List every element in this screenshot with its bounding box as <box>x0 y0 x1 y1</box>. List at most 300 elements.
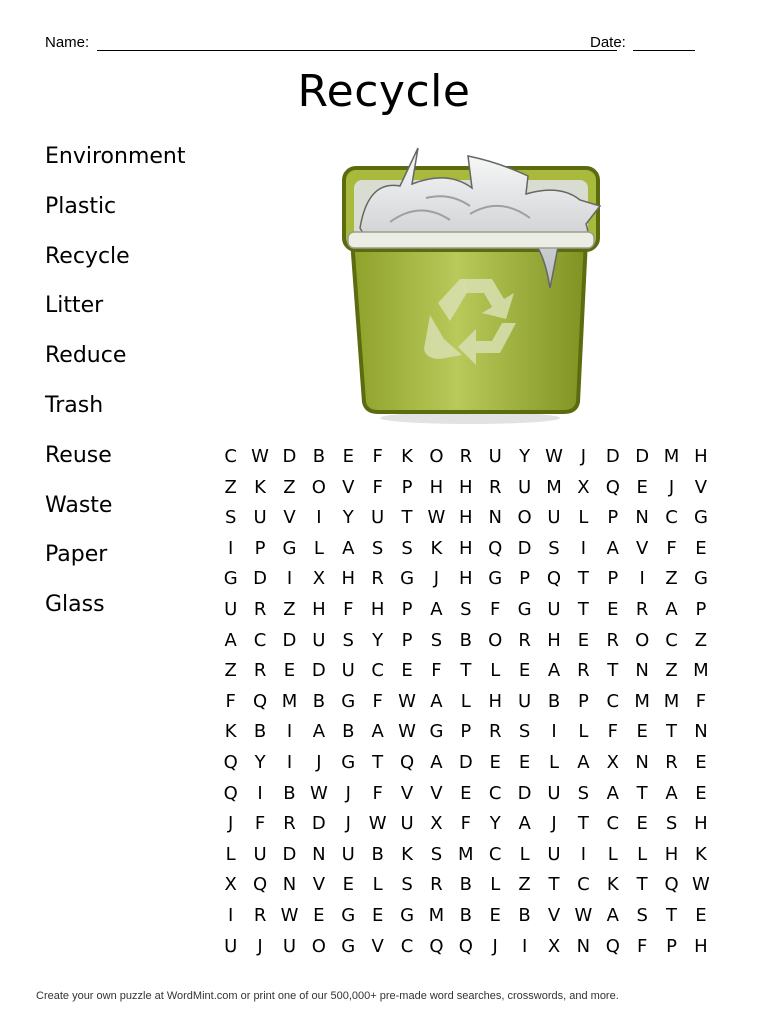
grid-letter[interactable]: L <box>548 751 559 773</box>
grid-letter[interactable]: P <box>401 629 413 651</box>
grid-letter[interactable]: A <box>430 751 443 773</box>
grid-letter[interactable]: E <box>283 660 296 682</box>
grid-letter[interactable]: Z <box>224 660 237 682</box>
grid-letter[interactable]: M <box>458 843 474 865</box>
grid-letter[interactable]: U <box>518 476 532 498</box>
grid-letter[interactable]: H <box>459 476 473 498</box>
grid-letter[interactable]: Q <box>253 874 268 896</box>
grid-letter[interactable]: S <box>342 629 354 651</box>
grid-letter[interactable]: C <box>577 874 590 896</box>
grid-letter[interactable]: S <box>430 629 443 651</box>
grid-letter[interactable]: Q <box>546 568 562 590</box>
grid-letter[interactable]: E <box>518 660 531 682</box>
grid-letter[interactable]: F <box>225 690 236 712</box>
grid-letter[interactable]: N <box>576 935 591 957</box>
grid-letter[interactable]: H <box>664 843 679 865</box>
grid-letter[interactable]: S <box>430 843 443 865</box>
grid-letter[interactable]: I <box>521 935 528 957</box>
grid-letter[interactable]: A <box>547 660 561 682</box>
grid-letter[interactable]: F <box>490 598 501 620</box>
grid-letter[interactable]: I <box>551 721 557 743</box>
grid-letter[interactable]: K <box>254 476 266 498</box>
grid-letter[interactable]: E <box>460 782 472 804</box>
grid-letter[interactable]: G <box>429 721 444 743</box>
grid-letter[interactable]: H <box>488 690 502 712</box>
grid-letter[interactable]: U <box>518 690 532 712</box>
grid-letter[interactable]: S <box>636 904 648 926</box>
grid-letter[interactable]: T <box>607 660 619 682</box>
grid-letter[interactable]: E <box>401 660 413 682</box>
grid-letter[interactable]: L <box>607 843 618 865</box>
word-list-item: Reduce <box>45 343 127 369</box>
grid-letter[interactable]: U <box>224 935 238 957</box>
grid-letter[interactable]: L <box>490 874 501 896</box>
grid-letter[interactable]: F <box>460 813 471 835</box>
grid-letter[interactable]: K <box>401 446 413 467</box>
grid-letter[interactable]: B <box>283 782 296 804</box>
grid-letter[interactable]: S <box>401 874 413 896</box>
grid-letter[interactable]: C <box>606 813 620 835</box>
grid-letter[interactable]: I <box>286 568 293 590</box>
grid-letter[interactable]: Y <box>372 629 384 651</box>
grid-letter[interactable]: K <box>430 537 443 559</box>
grid-letter[interactable]: G <box>223 568 238 590</box>
grid-letter[interactable]: I <box>228 904 234 926</box>
grid-letter[interactable]: R <box>283 813 296 835</box>
grid-letter[interactable]: E <box>636 721 648 743</box>
grid-letter[interactable]: F <box>431 660 442 682</box>
grid-letter[interactable]: O <box>311 935 326 957</box>
grid-letter[interactable]: Y <box>342 507 354 529</box>
grid-letter[interactable]: V <box>400 782 414 804</box>
grid-letter[interactable]: N <box>635 507 649 529</box>
grid-letter[interactable]: M <box>634 690 650 712</box>
grid-letter[interactable]: E <box>577 629 590 651</box>
grid-letter[interactable]: Z <box>283 476 296 498</box>
grid-letter[interactable]: X <box>577 476 590 498</box>
grid-letter[interactable]: C <box>371 660 384 682</box>
grid-letter[interactable]: Z <box>665 568 678 590</box>
grid-letter[interactable]: B <box>459 874 472 896</box>
grid-letter[interactable]: A <box>665 598 678 620</box>
grid-letter[interactable]: D <box>282 446 297 467</box>
grid-letter[interactable]: E <box>695 751 707 773</box>
grid-letter[interactable]: S <box>460 598 472 620</box>
grid-letter[interactable]: M <box>281 690 298 712</box>
grid-letter[interactable]: T <box>577 813 589 835</box>
grid-letter[interactable]: Y <box>519 446 531 467</box>
grid-letter[interactable]: H <box>694 813 708 835</box>
grid-letter[interactable]: W <box>309 782 328 804</box>
grid-letter[interactable]: Q <box>664 874 679 896</box>
grid-letter[interactable]: M <box>663 446 680 467</box>
grid-letter[interactable]: J <box>492 935 498 957</box>
grid-letter[interactable]: N <box>635 660 649 682</box>
grid-letter[interactable]: Z <box>224 476 237 498</box>
grid-letter[interactable]: R <box>371 568 384 590</box>
grid-letter[interactable]: D <box>605 446 620 467</box>
grid-letter[interactable]: Z <box>518 874 531 896</box>
grid-letter[interactable]: C <box>665 629 678 651</box>
grid-letter[interactable]: S <box>401 537 413 559</box>
grid-letter[interactable]: J <box>345 813 351 835</box>
grid-letter[interactable]: L <box>313 537 324 559</box>
grid-letter[interactable]: W <box>427 507 446 529</box>
grid-letter[interactable]: G <box>400 568 415 590</box>
grid-letter[interactable]: S <box>371 537 384 559</box>
grid-letter[interactable]: K <box>224 721 237 743</box>
grid-letter[interactable]: F <box>254 813 266 835</box>
grid-letter[interactable]: R <box>665 751 678 773</box>
grid-letter[interactable]: A <box>665 782 678 804</box>
grid-letter[interactable]: I <box>257 782 263 804</box>
grid-letter[interactable]: J <box>580 446 587 467</box>
grid-letter[interactable]: D <box>282 843 297 865</box>
grid-letter[interactable]: E <box>518 751 531 773</box>
grid-letter[interactable]: P <box>577 690 589 712</box>
grid-letter[interactable]: T <box>636 874 648 896</box>
grid-letter[interactable]: K <box>606 874 619 896</box>
grid-letter[interactable]: L <box>372 874 383 896</box>
grid-letter[interactable]: Y <box>254 751 266 773</box>
grid-letter[interactable]: A <box>518 813 531 835</box>
grid-letter[interactable]: W <box>398 721 416 743</box>
grid-letter[interactable]: X <box>224 874 237 896</box>
grid-letter[interactable]: S <box>518 721 531 743</box>
grid-letter[interactable]: U <box>282 935 297 957</box>
grid-letter[interactable]: B <box>459 904 472 926</box>
grid-letter[interactable]: B <box>518 904 531 926</box>
grid-letter[interactable]: E <box>636 813 648 835</box>
grid-letter[interactable]: J <box>257 935 263 957</box>
grid-letter[interactable]: L <box>578 507 589 529</box>
grid-letter[interactable]: D <box>517 782 532 804</box>
grid-letter[interactable]: P <box>607 507 619 529</box>
grid-letter[interactable]: D <box>311 660 326 682</box>
grid-letter[interactable]: V <box>547 904 561 926</box>
grid-letter[interactable]: G <box>400 904 415 926</box>
grid-letter[interactable]: J <box>551 813 557 835</box>
grid-letter[interactable]: J <box>345 782 351 804</box>
grid-letter[interactable]: T <box>666 904 678 926</box>
grid-letter[interactable]: K <box>695 843 707 865</box>
grid-letter[interactable]: D <box>282 629 297 651</box>
grid-letter[interactable]: B <box>312 690 326 712</box>
grid-letter[interactable]: Q <box>429 935 444 957</box>
grid-letter[interactable]: A <box>577 751 590 773</box>
grid-letter[interactable]: C <box>606 690 620 712</box>
grid-letter[interactable]: E <box>636 476 648 498</box>
grid-letter[interactable]: U <box>341 660 355 682</box>
grid-letter[interactable]: X <box>312 568 326 590</box>
grid-letter[interactable]: B <box>253 721 267 743</box>
name-blank-line <box>97 50 617 51</box>
grid-letter[interactable]: I <box>580 537 587 559</box>
grid-letter[interactable]: B <box>312 446 326 467</box>
grid-letter[interactable]: N <box>312 843 326 865</box>
grid-letter[interactable]: A <box>430 690 443 712</box>
grid-letter[interactable]: R <box>488 721 502 743</box>
grid-letter[interactable]: Q <box>253 690 268 712</box>
grid-letter[interactable]: N <box>488 507 502 529</box>
grid-letter[interactable]: O <box>311 476 326 498</box>
grid-letter[interactable]: I <box>286 751 293 773</box>
grid-letter[interactable]: R <box>253 660 267 682</box>
grid-letter[interactable]: V <box>312 874 326 896</box>
grid-letter[interactable]: Z <box>694 629 708 651</box>
grid-letter[interactable]: J <box>228 813 234 835</box>
grid-letter[interactable]: E <box>489 751 501 773</box>
grid-letter[interactable]: G <box>693 568 708 590</box>
grid-letter[interactable]: P <box>666 935 677 957</box>
grid-letter[interactable]: M <box>428 904 445 926</box>
grid-letter[interactable]: X <box>430 813 443 835</box>
grid-letter[interactable]: H <box>547 629 561 651</box>
grid-letter[interactable]: R <box>635 598 649 620</box>
grid-letter[interactable]: A <box>606 782 619 804</box>
grid-letter[interactable]: Y <box>489 813 501 835</box>
grid-letter[interactable]: F <box>372 782 383 804</box>
grid-letter[interactable]: R <box>459 446 473 467</box>
grid-letter[interactable]: Q <box>399 751 415 773</box>
grid-letter[interactable]: E <box>313 904 325 926</box>
grid-letter[interactable]: P <box>401 598 413 620</box>
grid-letter[interactable]: U <box>341 843 355 865</box>
grid-letter[interactable]: R <box>253 904 267 926</box>
grid-letter[interactable]: R <box>577 660 590 682</box>
grid-letter[interactable]: K <box>401 843 413 865</box>
grid-letter[interactable]: R <box>488 476 502 498</box>
grid-letter[interactable]: F <box>372 690 383 712</box>
word-search-grid[interactable] <box>216 442 716 962</box>
grid-letter[interactable]: T <box>548 874 560 896</box>
grid-letter[interactable]: E <box>695 537 707 559</box>
grid-letter[interactable]: R <box>430 874 443 896</box>
grid-letter[interactable]: G <box>517 598 532 620</box>
grid-letter[interactable]: C <box>224 446 237 467</box>
grid-letter[interactable]: L <box>460 690 471 712</box>
grid-letter[interactable]: U <box>253 843 267 865</box>
grid-letter[interactable]: I <box>286 721 293 743</box>
grid-letter[interactable]: I <box>580 843 587 865</box>
grid-letter[interactable]: R <box>253 598 267 620</box>
grid-letter[interactable]: S <box>577 782 590 804</box>
grid-letter[interactable]: A <box>371 721 384 743</box>
grid-letter[interactable]: U <box>400 813 414 835</box>
grid-letter[interactable]: I <box>316 507 322 529</box>
grid-letter[interactable]: J <box>316 751 322 773</box>
grid-letter[interactable]: R <box>606 629 620 651</box>
grid-letter[interactable]: P <box>401 476 413 498</box>
grid-letter[interactable]: F <box>372 476 383 498</box>
grid-letter[interactable]: V <box>283 507 296 529</box>
word-list-item: Trash <box>45 392 104 418</box>
grid-letter[interactable]: X <box>547 935 561 957</box>
grid-letter[interactable]: P <box>460 721 472 743</box>
grid-letter[interactable]: W <box>280 904 299 926</box>
grid-letter[interactable]: I <box>228 537 234 559</box>
grid-letter[interactable]: V <box>636 537 649 559</box>
grid-letter[interactable]: C <box>665 507 678 529</box>
grid-letter[interactable]: T <box>666 721 678 743</box>
grid-letter[interactable]: A <box>342 537 355 559</box>
grid-letter[interactable]: B <box>371 843 384 865</box>
grid-letter[interactable]: D <box>253 568 268 590</box>
grid-letter[interactable]: Q <box>223 751 238 773</box>
grid-letter[interactable]: U <box>371 507 385 529</box>
grid-letter[interactable]: F <box>343 598 354 620</box>
grid-letter[interactable]: D <box>311 813 326 835</box>
grid-letter[interactable]: U <box>224 598 238 620</box>
grid-letter[interactable]: P <box>607 568 619 590</box>
grid-letter[interactable]: S <box>224 507 237 529</box>
recycle-bin-icon <box>330 140 620 430</box>
grid-letter[interactable]: G <box>341 751 356 773</box>
grid-letter[interactable]: W <box>545 446 563 467</box>
grid-letter[interactable]: V <box>694 476 708 498</box>
grid-letter[interactable]: C <box>488 782 502 804</box>
grid-letter[interactable]: W <box>368 813 387 835</box>
grid-letter[interactable]: N <box>282 874 297 896</box>
grid-letter[interactable]: E <box>695 904 707 926</box>
grid-letter[interactable]: U <box>547 598 561 620</box>
grid-letter[interactable]: L <box>490 660 501 682</box>
grid-letter[interactable]: G <box>282 537 297 559</box>
grid-letter[interactable]: O <box>488 629 503 651</box>
grid-letter[interactable]: F <box>666 537 677 559</box>
grid-letter[interactable]: L <box>578 721 589 743</box>
grid-letter[interactable]: T <box>460 660 472 682</box>
grid-letter[interactable]: D <box>458 751 473 773</box>
grid-letter[interactable]: C <box>400 935 414 957</box>
grid-letter[interactable]: A <box>606 537 619 559</box>
grid-letter[interactable]: L <box>225 843 236 865</box>
grid-letter[interactable]: P <box>695 598 707 620</box>
grid-letter[interactable]: I <box>639 568 645 590</box>
grid-letter[interactable]: G <box>693 507 708 529</box>
grid-letter[interactable]: Q <box>488 537 503 559</box>
grid-letter[interactable]: H <box>459 568 473 590</box>
word-list-item: Litter <box>45 293 104 319</box>
grid-letter[interactable]: R <box>518 629 531 651</box>
grid-letter[interactable]: T <box>636 782 648 804</box>
grid-letter[interactable]: U <box>312 629 326 651</box>
grid-letter[interactable]: E <box>489 904 501 926</box>
grid-letter[interactable]: S <box>665 813 678 835</box>
grid-letter[interactable]: H <box>341 568 356 590</box>
grid-letter[interactable]: V <box>430 782 443 804</box>
grid-letter[interactable]: O <box>429 446 444 467</box>
word-list-item: Reuse <box>45 442 112 468</box>
grid-letter[interactable]: N <box>694 721 708 743</box>
grid-letter[interactable]: B <box>342 721 355 743</box>
grid-letter[interactable]: T <box>577 568 589 590</box>
grid-letter[interactable]: H <box>370 598 385 620</box>
grid-letter[interactable]: Q <box>223 782 238 804</box>
word-list-item: Paper <box>45 542 108 568</box>
grid-letter[interactable]: W <box>574 904 593 926</box>
grid-letter[interactable]: V <box>371 935 384 957</box>
grid-letter[interactable]: E <box>342 446 354 467</box>
grid-letter[interactable]: H <box>312 598 326 620</box>
grid-letter[interactable]: N <box>635 751 649 773</box>
grid-letter[interactable]: G <box>341 904 356 926</box>
grid-letter[interactable]: Z <box>665 660 678 682</box>
grid-letter[interactable]: U <box>547 507 561 529</box>
grid-letter[interactable]: F <box>636 935 648 957</box>
grid-letter[interactable]: D <box>635 446 650 467</box>
grid-letter[interactable]: H <box>694 935 708 957</box>
grid-letter[interactable]: T <box>401 507 413 529</box>
grid-letter[interactable]: W <box>692 874 710 896</box>
worksheet-header <box>45 32 705 54</box>
grid-letter[interactable]: Q <box>605 935 620 957</box>
grid-letter[interactable]: M <box>693 660 709 682</box>
grid-letter[interactable]: E <box>695 782 707 804</box>
grid-letter[interactable]: Q <box>458 935 473 957</box>
grid-letter[interactable]: E <box>607 598 619 620</box>
grid-letter[interactable]: V <box>342 476 355 498</box>
grid-letter[interactable]: A <box>606 904 619 926</box>
grid-letter[interactable]: B <box>547 690 561 712</box>
grid-letter[interactable]: U <box>488 446 502 467</box>
grid-letter[interactable]: O <box>635 629 650 651</box>
grid-letter[interactable]: F <box>372 446 383 467</box>
grid-letter[interactable]: E <box>371 904 384 926</box>
grid-letter[interactable]: H <box>429 476 444 498</box>
grid-letter[interactable]: S <box>548 537 560 559</box>
grid-letter[interactable]: M <box>663 690 680 712</box>
grid-letter[interactable]: U <box>547 782 561 804</box>
grid-letter[interactable]: J <box>668 476 675 498</box>
grid-letter[interactable]: O <box>517 507 532 529</box>
grid-letter[interactable]: L <box>637 843 648 865</box>
date-label: Date: <box>590 34 626 51</box>
grid-letter[interactable]: A <box>224 629 237 651</box>
grid-letter[interactable]: F <box>607 721 618 743</box>
grid-letter[interactable]: E <box>342 874 354 896</box>
grid-letter[interactable]: X <box>606 751 619 773</box>
grid-letter[interactable]: T <box>372 751 384 773</box>
grid-letter[interactable]: J <box>433 568 440 590</box>
grid-letter[interactable]: G <box>341 690 356 712</box>
grid-letter[interactable]: B <box>459 629 472 651</box>
grid-letter[interactable]: A <box>430 598 443 620</box>
grid-letter[interactable]: A <box>312 721 326 743</box>
grid-letter[interactable]: P <box>254 537 266 559</box>
grid-letter[interactable]: H <box>694 446 708 467</box>
grid-letter[interactable]: G <box>341 935 356 957</box>
grid-letter[interactable]: U <box>547 843 561 865</box>
grid-letter[interactable]: W <box>398 690 416 712</box>
grid-letter[interactable]: H <box>459 537 473 559</box>
grid-letter[interactable]: W <box>251 446 269 467</box>
grid-letter[interactable]: H <box>459 507 473 529</box>
grid-letter[interactable]: T <box>577 598 589 620</box>
grid-letter[interactable]: G <box>488 568 503 590</box>
word-list-item: Recycle <box>45 243 130 269</box>
grid-letter[interactable]: D <box>517 537 532 559</box>
grid-letter[interactable]: Z <box>283 598 296 620</box>
grid-letter[interactable]: C <box>253 629 267 651</box>
grid-letter[interactable]: L <box>519 843 530 865</box>
grid-letter[interactable]: Q <box>605 476 620 498</box>
grid-letter[interactable]: U <box>253 507 267 529</box>
grid-letter[interactable]: P <box>519 568 531 590</box>
grid-letter[interactable]: C <box>488 843 502 865</box>
grid-letter[interactable]: F <box>695 690 707 712</box>
grid-letter[interactable]: M <box>546 476 562 498</box>
